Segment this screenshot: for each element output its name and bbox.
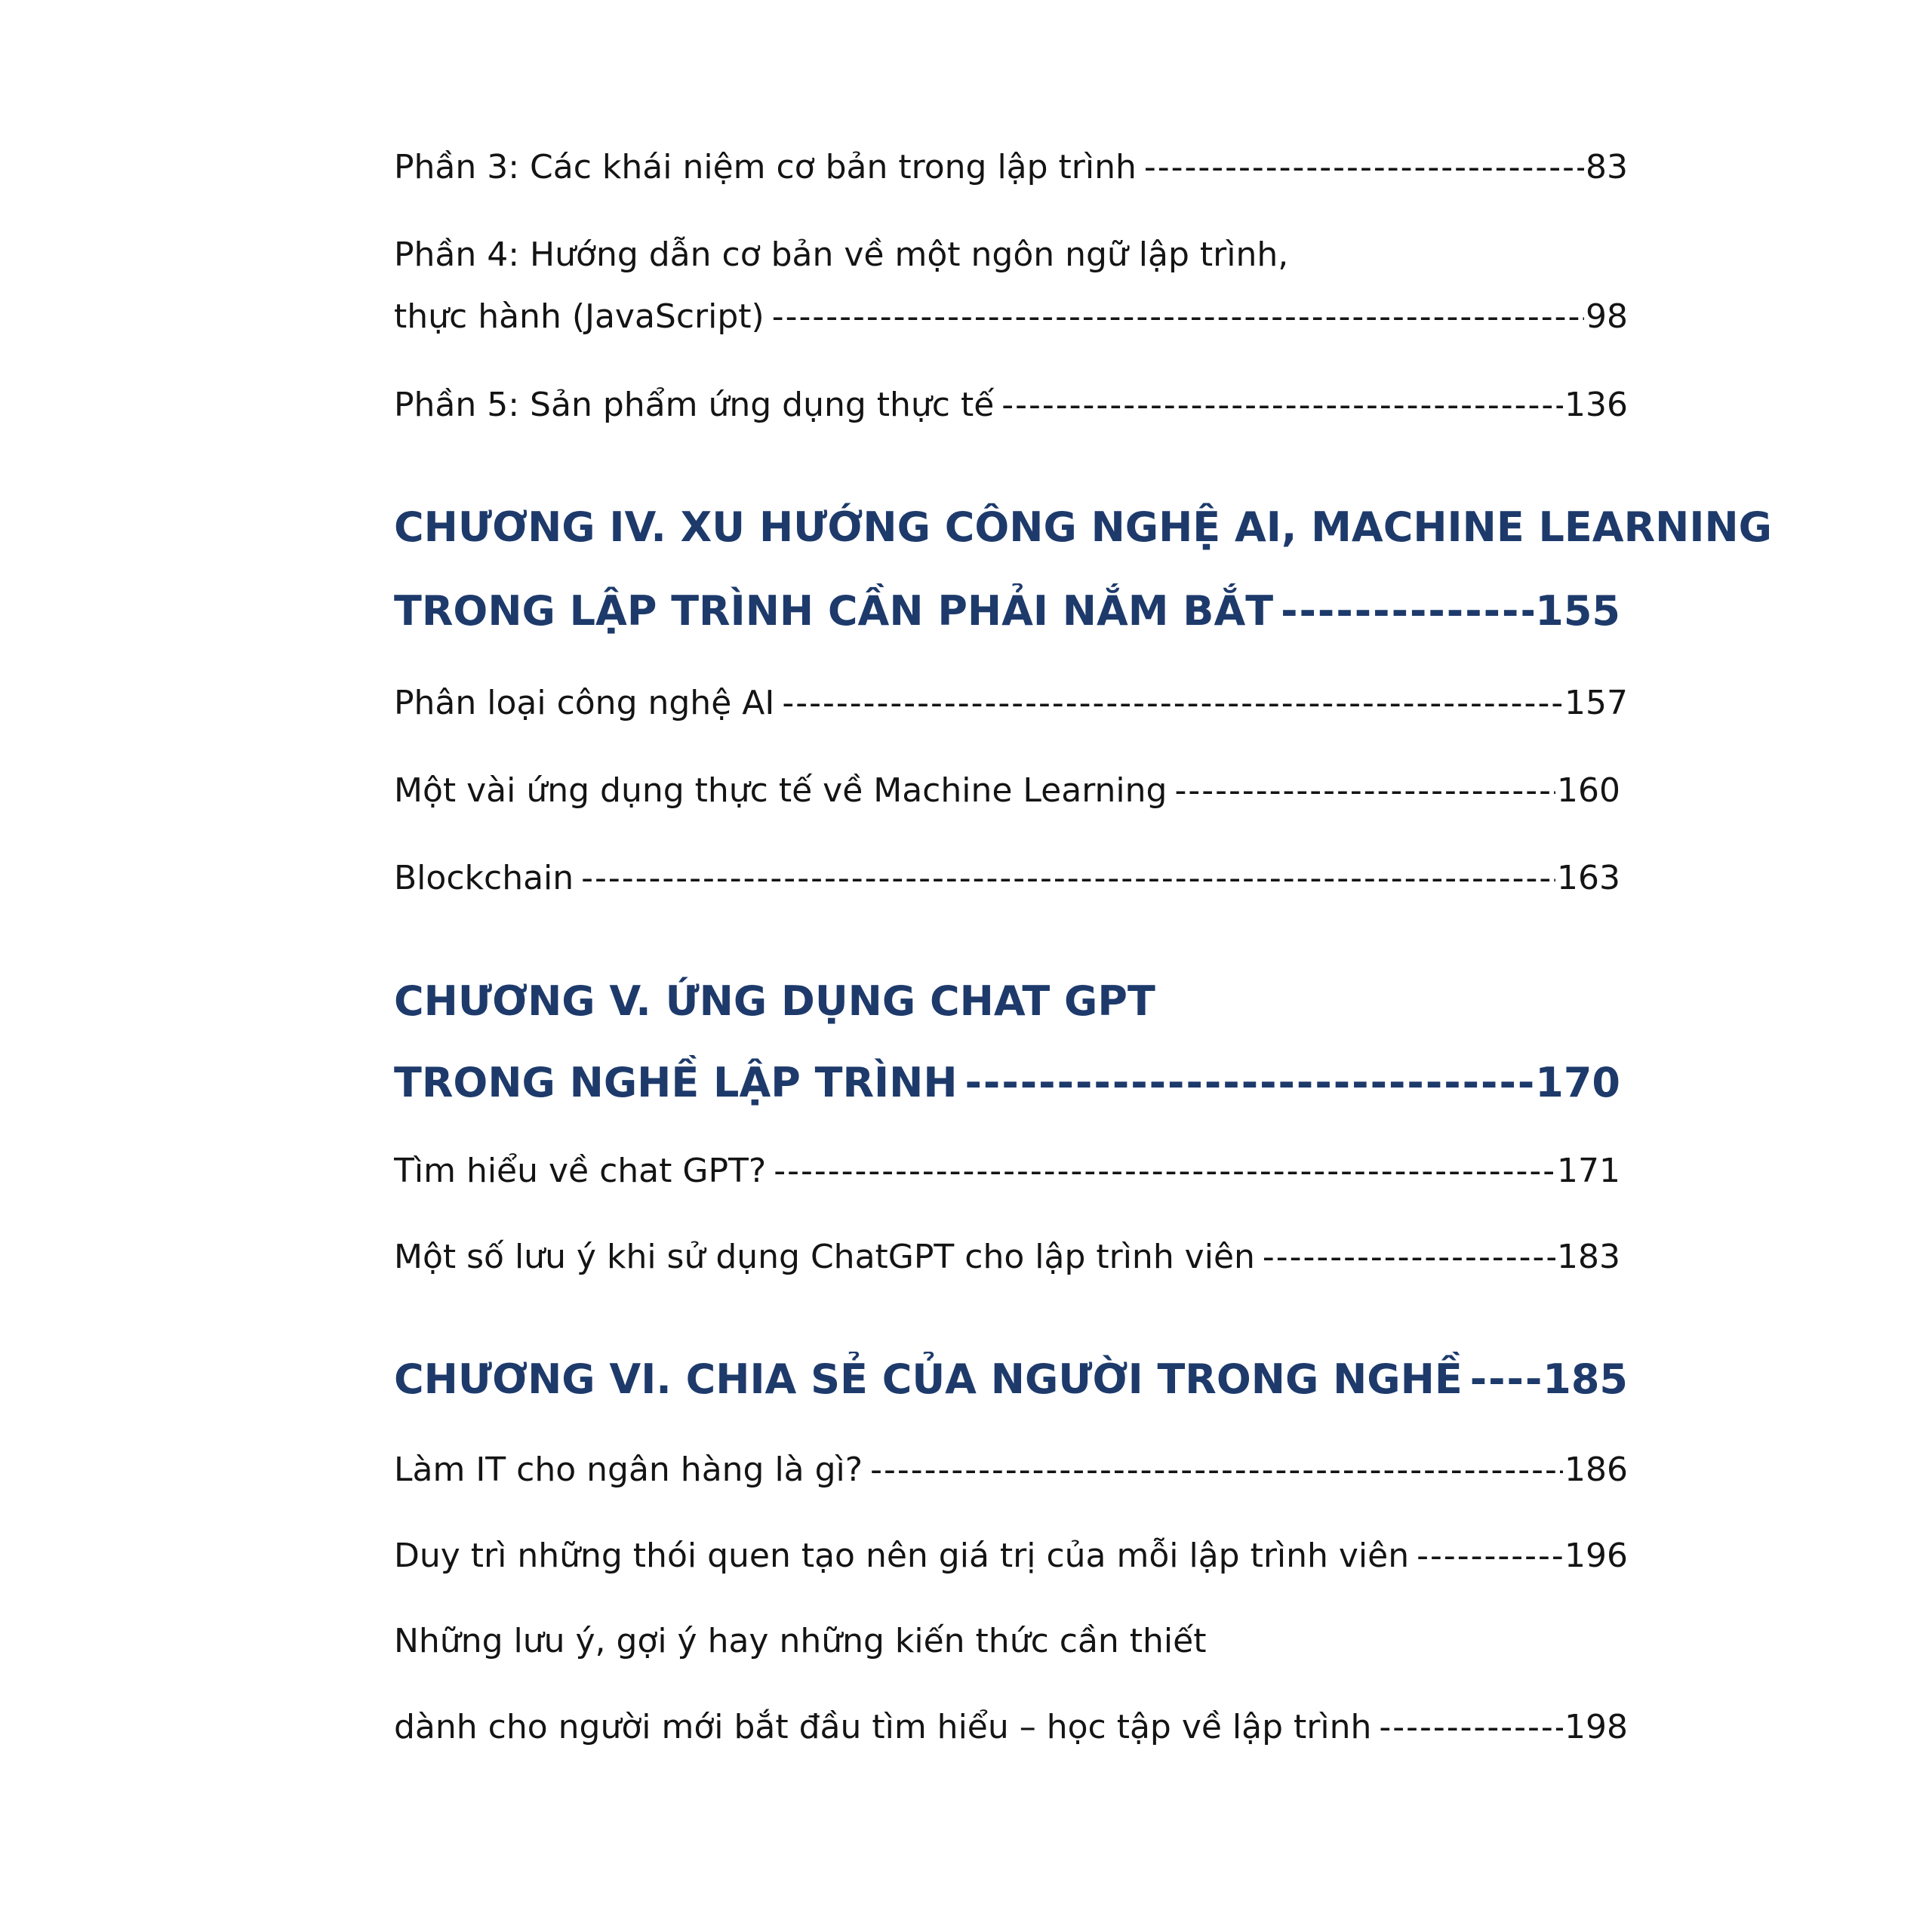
chapter-5-heading [394, 1055, 1620, 1111]
toc-entry-ai-types [394, 681, 1628, 726]
toc-entry-part-5 [394, 383, 1628, 428]
chapter-4-heading-line-1: CHƯƠNG IV. XU HƯỚNG CÔNG NGHỆ AI, MACHINE LEARNING [394, 503, 1772, 551]
toc-entry-title: dành cho người mới bắt đầu tìm hiểu – học tập về lập trình [394, 1708, 1372, 1746]
chapter-page-number: 155 [1535, 587, 1620, 635]
toc-page-number: 198 [1564, 1708, 1628, 1746]
toc-entry-tips [394, 1705, 1628, 1750]
dot-leader [581, 856, 1555, 901]
dot-leader [1470, 1352, 1542, 1407]
chapter-heading-title: TRONG NGHỀ LẬP TRÌNH [394, 1059, 958, 1106]
toc-entry-title: Phần 3: Các khái niệm cơ bản trong lập trình [394, 148, 1137, 186]
dot-leader [782, 681, 1563, 726]
dot-leader [965, 1055, 1534, 1111]
dot-leader [1174, 768, 1555, 814]
toc-entry-habits [394, 1534, 1628, 1579]
chapter-page-number: 170 [1535, 1059, 1620, 1106]
toc-page-number: 171 [1557, 1152, 1620, 1190]
toc-entry-title: thực hành (JavaScript) [394, 297, 764, 336]
dot-leader [870, 1447, 1563, 1493]
toc-entry-part-4 [394, 294, 1628, 340]
toc-entry-title: Phần 5: Sản phẩm ứng dụng thực tế [394, 386, 995, 424]
toc-page-number: 157 [1564, 684, 1628, 722]
toc-entry-title: Một số lưu ý khi sử dụng ChatGPT cho lập trình viên [394, 1238, 1255, 1276]
toc-page-number: 160 [1557, 771, 1620, 810]
dot-leader [1263, 1235, 1555, 1280]
toc-entry-title: Làm IT cho ngân hàng là gì? [394, 1451, 863, 1489]
toc-entry-part-4-line-1: Phần 4: Hướng dẫn cơ bản về một ngôn ngữ lập trình, [394, 235, 1289, 274]
dot-leader [1417, 1534, 1563, 1579]
chapter-heading-title: CHƯƠNG VI. CHIA SẺ CỦA NGƯỜI TRONG NGHỀ [394, 1355, 1463, 1403]
chapter-5-heading-line-1: CHƯƠNG V. ỨNG DỤNG CHAT GPT [394, 977, 1155, 1025]
toc-entry-title: Blockchain [394, 859, 574, 897]
chapter-page-number: 185 [1543, 1355, 1628, 1403]
toc-entry-blockchain [394, 856, 1620, 901]
dot-leader [1379, 1705, 1563, 1750]
toc-entry-part-3 [394, 145, 1628, 190]
toc-entry-title: Một vài ứng dụng thực tế về Machine Learning [394, 771, 1168, 810]
toc-entry-chatgpt-intro [394, 1149, 1620, 1194]
dot-leader [772, 294, 1584, 340]
toc-page-number: 83 [1586, 148, 1628, 186]
chapter-heading-title: TRONG LẬP TRÌNH CẦN PHẢI NẮM BẮT [394, 587, 1274, 635]
toc-entry-title: Duy trì những thói quen tạo nên giá trị của mỗi lập trình viên [394, 1537, 1410, 1575]
chapter-6-heading [394, 1352, 1628, 1407]
toc-entry-chatgpt-notes [394, 1235, 1620, 1280]
toc-page-number: 186 [1564, 1451, 1628, 1489]
toc-entry-tips-line-1: Những lưu ý, gợi ý hay những kiến thức cần thiết [394, 1622, 1207, 1660]
chapter-4-heading [394, 583, 1620, 639]
toc-entry-title: Phân loại công nghệ AI [394, 684, 775, 722]
dot-leader [1001, 383, 1563, 428]
toc-page-number: 183 [1557, 1238, 1620, 1276]
toc-page-number: 98 [1586, 297, 1628, 336]
dot-leader [774, 1149, 1555, 1194]
dot-leader [1281, 583, 1534, 639]
toc-page-number: 196 [1564, 1537, 1628, 1575]
toc-page-number: 163 [1557, 859, 1620, 897]
dot-leader [1144, 145, 1584, 190]
toc-entry-bank-it [394, 1447, 1628, 1493]
toc-entry-ml-applications [394, 768, 1620, 814]
toc-entry-title: Tìm hiểu về chat GPT? [394, 1152, 767, 1190]
toc-page-number: 136 [1564, 386, 1628, 424]
